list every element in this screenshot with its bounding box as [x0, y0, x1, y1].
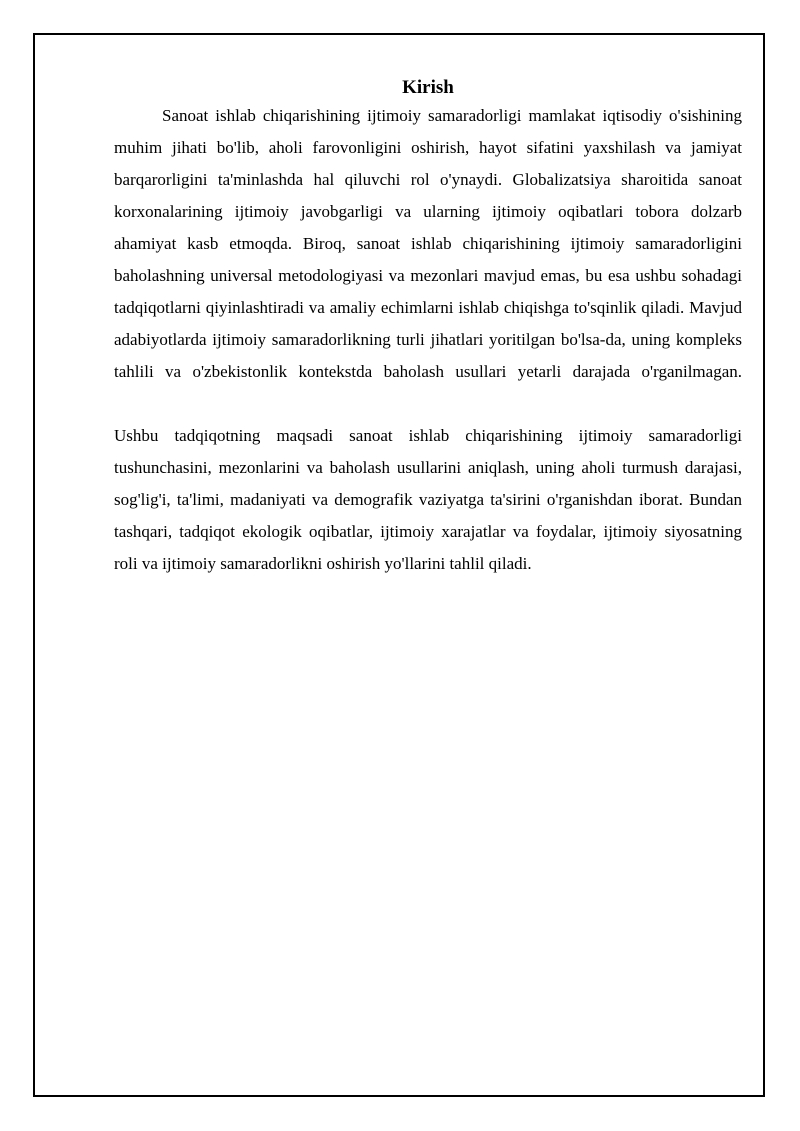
paragraph-introduction: Sanoat ishlab chiqarishining ijtimoiy samaradorligi mamlakat iqtisodiy o'sishining muhim jihati bo'lib, aholi farovonligini oshirish, hayot sifatini yaxshilash va jamiyat barqarorligini ta'minlashda hal qiluvchi rol o'ynaydi. Globalizatsiya sharoitida sanoat korxonalarining ijtimoiy javobgarligi va ularning ijtimoiy oqibatlari tobora dolzarb ahamiyat kasb etmoqda. Biroq, sanoat ishlab chiqarishining ijtimoiy samaradorligini baholashning universal metodologiyasi va mezonlari mavjud emas, bu esa ushbu sohadagi tadqiqotlarni qiyinlashtiradi va amaliy echimlarni ishlab chiqishga to'sqinlik qiladi. Mavjud adabiyotlarda ijtimoiy samaradorlikning turli jihatlari yoritilgan bo'lsa-da, uning kompleks tahlili va o'zbekistonlik kontekstda baholash usullari yetarli darajada o'rganilmagan.	[114, 106, 742, 381]
document-title: Kirish	[402, 77, 454, 98]
document-body	[114, 76, 742, 580]
paragraph-objective: Ushbu tadqiqotning maqsadi sanoat ishlab chiqarishining ijtimoiy samaradorligi tushunchasini, mezonlarini va baholash usullarini aniqlash, uning aholi turmush darajasi, sog'lig'i, ta'limi, madaniyati va demografik vaziyatga ta'sirini o'rganishdan iborat. Bundan tashqari, tadqiqot ekologik oqibatlar, ijtimoiy xarajatlar va foydalar, ijtimoiy siyosatning roli va ijtimoiy samaradorlikni oshirish yo'llarini tahlil qiladi.	[114, 426, 742, 573]
